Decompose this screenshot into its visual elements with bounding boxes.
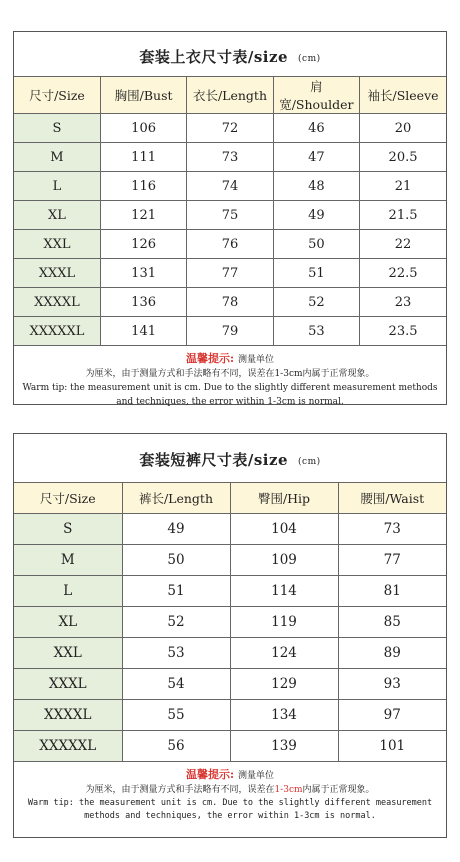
table-row [14, 259, 446, 288]
sleeve-cell: 20 [360, 114, 446, 143]
header-hip: 臀围/Hip [230, 483, 338, 514]
table-row [14, 143, 446, 172]
table-row [14, 317, 446, 346]
tip-unit: 测量单位 [238, 771, 275, 781]
length-cell: 75 [187, 201, 273, 230]
shorts-header-row [14, 483, 446, 514]
shoulder-cell: 48 [273, 172, 359, 201]
bust-cell: 131 [100, 259, 186, 288]
header-waist: 腰围/Waist [338, 483, 446, 514]
shorts-size-table [14, 482, 446, 762]
shorts-warm-tip [14, 762, 446, 823]
length-cell: 55 [122, 700, 230, 731]
size-cell: XXXXXL [14, 731, 122, 762]
tip-chinese-part-b: 内属于正常现象。 [302, 785, 375, 795]
sleeve-cell: 21 [360, 172, 446, 201]
length-cell: 77 [187, 259, 273, 288]
length-cell: 51 [122, 576, 230, 607]
size-cell: L [14, 172, 100, 201]
tip-english-line-2: and techniques, the error within 1-3cm is normal. [116, 397, 344, 407]
tip-chinese-highlight: 1-3cm [274, 785, 303, 795]
shorts-title-text: 套装短裤尺寸表/size [139, 451, 289, 469]
hip-cell: 139 [230, 731, 338, 762]
header-shoulder: 肩宽/Shoulder [273, 77, 359, 114]
header-length: 裤长/Length [122, 483, 230, 514]
waist-cell: 73 [338, 514, 446, 545]
length-cell: 50 [122, 545, 230, 576]
length-cell: 78 [187, 288, 273, 317]
tip-title: 温馨提示: [185, 768, 235, 781]
table-row [14, 545, 446, 576]
tip-english-line-1: Warm tip: the measurement unit is cm. Due to the slightly different measurement [27, 798, 433, 808]
top-chart-title [14, 32, 446, 76]
hip-cell: 134 [230, 700, 338, 731]
size-cell: XXXL [14, 669, 122, 700]
top-title-text: 套装上衣尺寸表/size [139, 48, 289, 66]
top-size-chart [13, 31, 447, 405]
table-row [14, 114, 446, 143]
bust-cell: 126 [100, 230, 186, 259]
table-row [14, 669, 446, 700]
waist-cell: 77 [338, 545, 446, 576]
table-row [14, 201, 446, 230]
shorts-chart-title [14, 434, 446, 482]
bust-cell: 111 [100, 143, 186, 172]
tip-chinese [14, 783, 446, 797]
tip-chinese: 为厘米，由于测量方式和手法略有不同，误差在1-3cm内属于正常现象。 [85, 369, 375, 379]
size-cell: XXL [14, 230, 100, 259]
size-cell: XXXXL [14, 700, 122, 731]
bust-cell: 141 [100, 317, 186, 346]
size-cell: XXL [14, 638, 122, 669]
sleeve-cell: 20.5 [360, 143, 446, 172]
waist-cell: 85 [338, 607, 446, 638]
hip-cell: 124 [230, 638, 338, 669]
shoulder-cell: 47 [273, 143, 359, 172]
size-cell: XXXL [14, 259, 100, 288]
shorts-size-chart [13, 433, 447, 838]
table-row [14, 700, 446, 731]
top-warm-tip [14, 346, 446, 409]
size-cell: XXXXL [14, 288, 100, 317]
tip-english-line-1: Warm tip: the measurement unit is cm. Due to the slightly different measurement methods [22, 383, 438, 393]
bust-cell: 116 [100, 172, 186, 201]
length-cell: 74 [187, 172, 273, 201]
table-row [14, 607, 446, 638]
waist-cell: 81 [338, 576, 446, 607]
length-cell: 79 [187, 317, 273, 346]
length-cell: 49 [122, 514, 230, 545]
waist-cell: 101 [338, 731, 446, 762]
size-cell: S [14, 514, 122, 545]
sleeve-cell: 23.5 [360, 317, 446, 346]
table-row [14, 288, 446, 317]
shoulder-cell: 46 [273, 114, 359, 143]
hip-cell: 109 [230, 545, 338, 576]
top-title-unit: (cm) [298, 54, 321, 64]
tip-unit: 测量单位 [238, 355, 275, 365]
sleeve-cell: 22.5 [360, 259, 446, 288]
top-header-row [14, 77, 446, 114]
size-cell: XL [14, 607, 122, 638]
tip-title: 温馨提示: [185, 352, 235, 365]
tip-chinese-part-a: 为厘米，由于测量方式和手法略有不同，误差在 [85, 785, 275, 795]
shoulder-cell: 51 [273, 259, 359, 288]
top-size-table [14, 76, 446, 346]
hip-cell: 129 [230, 669, 338, 700]
length-cell: 52 [122, 607, 230, 638]
table-row [14, 514, 446, 545]
hip-cell: 114 [230, 576, 338, 607]
sleeve-cell: 23 [360, 288, 446, 317]
table-row [14, 731, 446, 762]
size-cell: XXXXXL [14, 317, 100, 346]
hip-cell: 119 [230, 607, 338, 638]
sleeve-cell: 22 [360, 230, 446, 259]
shoulder-cell: 50 [273, 230, 359, 259]
tip-english-line-2: methods and techniques, the error within 1-3cm is normal. [84, 811, 376, 821]
bust-cell: 106 [100, 114, 186, 143]
shoulder-cell: 53 [273, 317, 359, 346]
bust-cell: 121 [100, 201, 186, 230]
waist-cell: 89 [338, 638, 446, 669]
size-cell: M [14, 143, 100, 172]
shoulder-cell: 52 [273, 288, 359, 317]
waist-cell: 93 [338, 669, 446, 700]
size-cell: L [14, 576, 122, 607]
size-cell: M [14, 545, 122, 576]
header-length: 衣长/Length [187, 77, 273, 114]
length-cell: 76 [187, 230, 273, 259]
shorts-title-unit: (cm) [298, 457, 321, 467]
table-row [14, 230, 446, 259]
shoulder-cell: 49 [273, 201, 359, 230]
bust-cell: 136 [100, 288, 186, 317]
hip-cell: 104 [230, 514, 338, 545]
header-bust: 胸围/Bust [100, 77, 186, 114]
length-cell: 53 [122, 638, 230, 669]
table-row [14, 638, 446, 669]
tip-heading [14, 768, 446, 783]
tip-heading [14, 352, 446, 367]
sleeve-cell: 21.5 [360, 201, 446, 230]
header-size: 尺寸/Size [14, 483, 122, 514]
size-cell: XL [14, 201, 100, 230]
table-row [14, 172, 446, 201]
table-row [14, 576, 446, 607]
header-sleeve: 袖长/Sleeve [360, 77, 446, 114]
length-cell: 73 [187, 143, 273, 172]
length-cell: 54 [122, 669, 230, 700]
length-cell: 72 [187, 114, 273, 143]
length-cell: 56 [122, 731, 230, 762]
waist-cell: 97 [338, 700, 446, 731]
size-cell: S [14, 114, 100, 143]
header-size: 尺寸/Size [14, 77, 100, 114]
